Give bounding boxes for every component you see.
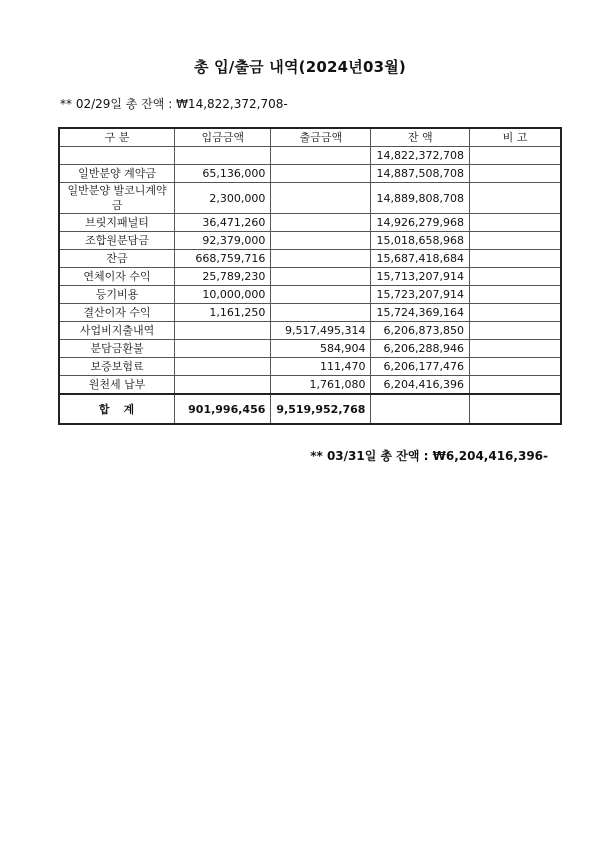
row-note bbox=[469, 376, 561, 395]
table-row bbox=[59, 376, 561, 395]
row-category: 일반분양 발코니계약금 bbox=[59, 183, 175, 214]
row-withdrawal: 584,904 bbox=[271, 340, 371, 358]
total-note bbox=[469, 394, 561, 424]
row-deposit bbox=[175, 376, 271, 395]
table-row bbox=[59, 340, 561, 358]
row-withdrawal bbox=[271, 165, 371, 183]
row-deposit bbox=[175, 358, 271, 376]
row-balance: 6,206,873,850 bbox=[371, 322, 469, 340]
header-balance: 잔 액 bbox=[371, 128, 469, 147]
row-withdrawal: 9,517,495,314 bbox=[271, 322, 371, 340]
table-row bbox=[59, 268, 561, 286]
row-balance: 15,687,418,684 bbox=[371, 250, 469, 268]
row-balance: 6,204,416,396 bbox=[371, 376, 469, 395]
total-balance bbox=[371, 394, 469, 424]
row-category: 결산이자 수익 bbox=[59, 304, 175, 322]
table-row bbox=[59, 304, 561, 322]
row-category: 보증보험료 bbox=[59, 358, 175, 376]
row-balance: 14,822,372,708 bbox=[371, 147, 469, 165]
table-row bbox=[59, 165, 561, 183]
total-row bbox=[59, 394, 561, 424]
total-label: 합계 bbox=[59, 394, 175, 424]
row-balance: 14,926,279,968 bbox=[371, 214, 469, 232]
closing-balance: ** 03/31일 총 잔액 : ₩6,204,416,396- bbox=[310, 449, 548, 463]
opening-balance: ** 02/29일 총 잔액 : ₩14,822,372,708- bbox=[60, 97, 288, 111]
row-note bbox=[469, 268, 561, 286]
header-withdrawal: 출금금액 bbox=[271, 128, 371, 147]
row-withdrawal bbox=[271, 232, 371, 250]
row-category: 잔금 bbox=[59, 250, 175, 268]
row-withdrawal bbox=[271, 268, 371, 286]
row-note bbox=[469, 322, 561, 340]
row-deposit: 668,759,716 bbox=[175, 250, 271, 268]
row-deposit bbox=[175, 340, 271, 358]
row-balance: 15,724,369,164 bbox=[371, 304, 469, 322]
row-category: 분담금환불 bbox=[59, 340, 175, 358]
row-note bbox=[469, 286, 561, 304]
header-category: 구 분 bbox=[59, 128, 175, 147]
row-deposit: 92,379,000 bbox=[175, 232, 271, 250]
row-deposit bbox=[175, 322, 271, 340]
row-note bbox=[469, 340, 561, 358]
table-row bbox=[59, 183, 561, 214]
row-category: 원천세 납부 bbox=[59, 376, 175, 395]
row-note bbox=[469, 304, 561, 322]
total-withdrawal: 9,519,952,768 bbox=[271, 394, 371, 424]
table-row bbox=[59, 147, 561, 165]
row-withdrawal bbox=[271, 250, 371, 268]
row-balance: 14,889,808,708 bbox=[371, 183, 469, 214]
total-deposit: 901,996,456 bbox=[175, 394, 271, 424]
row-note bbox=[469, 232, 561, 250]
row-category: 등기비용 bbox=[59, 286, 175, 304]
table-row bbox=[59, 232, 561, 250]
row-balance: 15,723,207,914 bbox=[371, 286, 469, 304]
row-withdrawal bbox=[271, 183, 371, 214]
header-note: 비 고 bbox=[469, 128, 561, 147]
table-row bbox=[59, 250, 561, 268]
row-deposit: 1,161,250 bbox=[175, 304, 271, 322]
row-withdrawal bbox=[271, 304, 371, 322]
row-note bbox=[469, 214, 561, 232]
row-note bbox=[469, 250, 561, 268]
row-deposit: 10,000,000 bbox=[175, 286, 271, 304]
row-note bbox=[469, 358, 561, 376]
row-balance: 6,206,177,476 bbox=[371, 358, 469, 376]
row-withdrawal: 1,761,080 bbox=[271, 376, 371, 395]
table-header-row bbox=[59, 128, 561, 147]
row-category: 일반분양 계약금 bbox=[59, 165, 175, 183]
row-balance: 15,713,207,914 bbox=[371, 268, 469, 286]
row-deposit: 2,300,000 bbox=[175, 183, 271, 214]
row-balance: 6,206,288,946 bbox=[371, 340, 469, 358]
header-deposit: 입금금액 bbox=[175, 128, 271, 147]
row-withdrawal bbox=[271, 147, 371, 165]
table-row bbox=[59, 286, 561, 304]
table-row bbox=[59, 214, 561, 232]
row-note bbox=[469, 183, 561, 214]
row-balance: 15,018,658,968 bbox=[371, 232, 469, 250]
ledger-table bbox=[58, 127, 562, 425]
row-category: 연체이자 수익 bbox=[59, 268, 175, 286]
row-withdrawal bbox=[271, 214, 371, 232]
table-row bbox=[59, 322, 561, 340]
row-withdrawal: 111,470 bbox=[271, 358, 371, 376]
row-category: 사업비지출내역 bbox=[59, 322, 175, 340]
row-deposit: 65,136,000 bbox=[175, 165, 271, 183]
table-row bbox=[59, 358, 561, 376]
row-note bbox=[469, 147, 561, 165]
row-note bbox=[469, 165, 561, 183]
row-deposit: 36,471,260 bbox=[175, 214, 271, 232]
row-category bbox=[59, 147, 175, 165]
document-title: 총 입/출금 내역(2024년03월) bbox=[194, 58, 406, 76]
row-withdrawal bbox=[271, 286, 371, 304]
row-deposit: 25,789,230 bbox=[175, 268, 271, 286]
row-category: 조합원분담금 bbox=[59, 232, 175, 250]
row-deposit bbox=[175, 147, 271, 165]
row-category: 브릿지패널티 bbox=[59, 214, 175, 232]
row-balance: 14,887,508,708 bbox=[371, 165, 469, 183]
